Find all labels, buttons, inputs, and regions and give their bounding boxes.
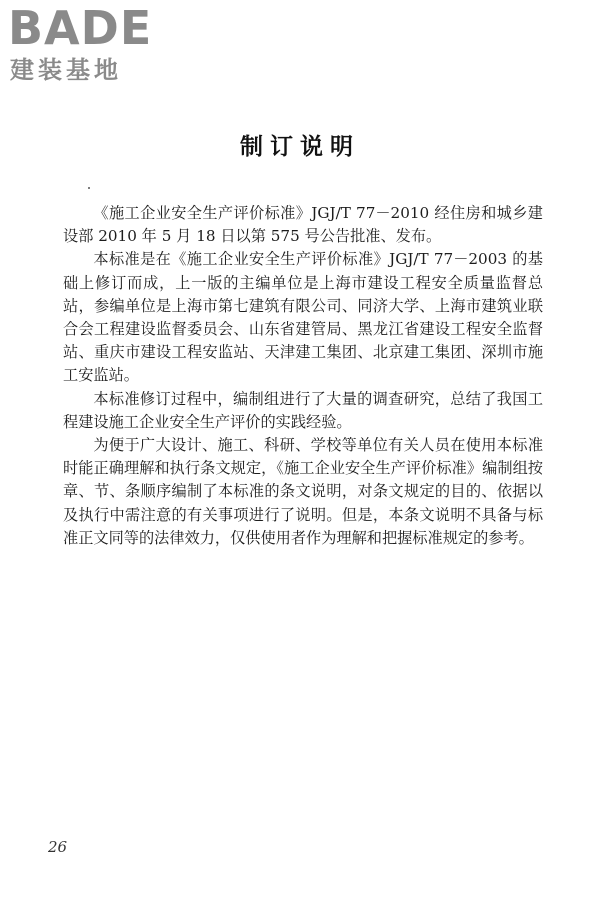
document-body	[63, 202, 543, 550]
paragraph-research: 本标准修订过程中，编制组进行了大量的调查研究，总结了我国工程建设施工企业安全生产评价的实践经验。	[63, 389, 543, 431]
logo-mark: BADE	[8, 1, 153, 55]
scan-speck	[88, 187, 90, 189]
watermark-logo	[8, 1, 178, 86]
page-title: 制订说明	[240, 134, 360, 160]
paragraph-revision-basis: 本标准是在《施工企业安全生产评价标准》JGJ/T 77－2003 的基础上修订而成，上一版的主编单位是上海市建设工程安全质量监督总站，参编单位是上海市第七建筑有限公司、同济大学、上海市建筑业联合会工程建设监督委员会、山东省建管局、黑龙江省建设工程安全监督站、重庆市建设工程安监站、天津建工集团、北京建工集团、深圳市施工安监站。	[63, 250, 543, 385]
page-number: 26	[48, 838, 68, 856]
paragraph-approval: 《施工企业安全生产评价标准》JGJ/T 77－2010 经住房和城乡建设部 2010 年 5 月 18 日以第 575 号公告批准、发布。	[63, 204, 543, 246]
paragraph-purpose: 为便于广大设计、施工、科研、学校等单位有关人员在使用本标准时能正确理解和执行条文规定，《施工企业安全生产评价标准》编制组按章、节、条顺序编制了本标准的条文说明，对条文规定的目的、依据以及执行中需注意的有关事项进行了说明。但是，本条文说明不具备与标准正文同等的法律效力，仅供使用者作为理解和把握标准规定的参考。	[63, 436, 543, 547]
logo-subtitle: 建装基地	[10, 56, 122, 84]
